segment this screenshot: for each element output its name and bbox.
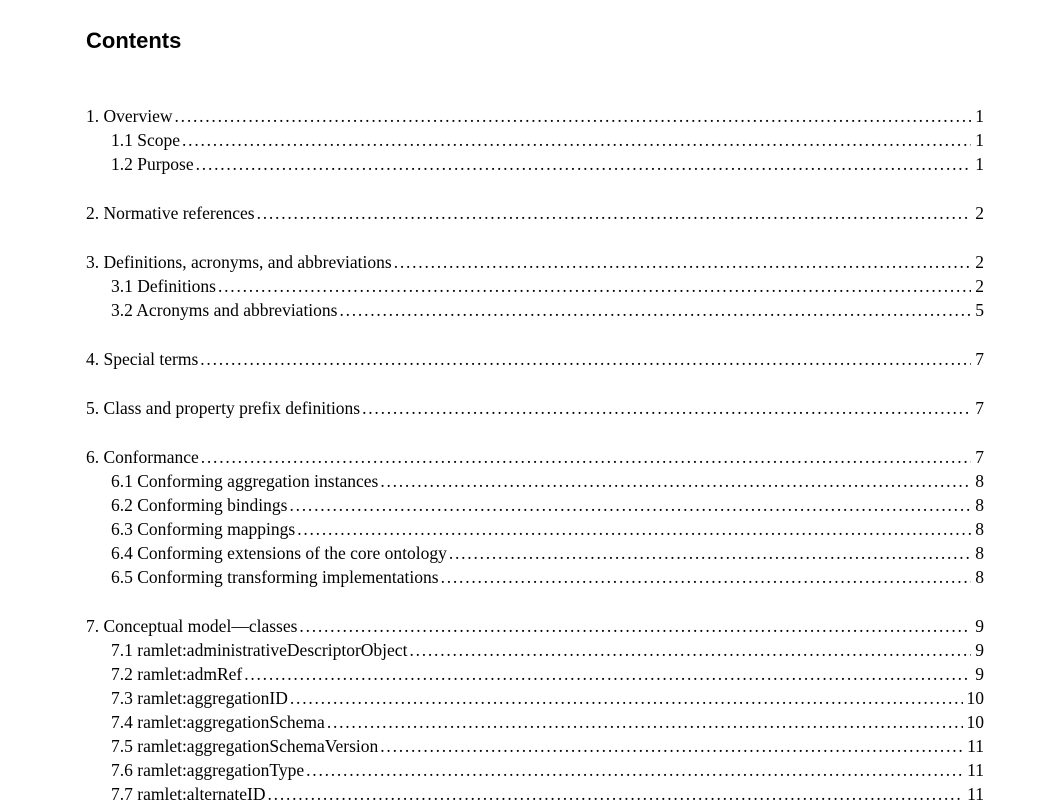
toc-dot-leader	[380, 736, 963, 757]
toc-entry-label: 7.5 ramlet:aggregationSchemaVersion	[111, 736, 379, 756]
toc-entry-purpose[interactable]	[86, 154, 984, 178]
toc-page-number: 2	[975, 252, 984, 272]
toc-entry-label: 6.2 Conforming bindings	[111, 495, 288, 515]
toc-entry-label: 7.4 ramlet:aggregationSchema	[111, 712, 325, 732]
toc-dot-leader	[380, 471, 971, 492]
toc-entry-label: 7.1 ramlet:administrativeDescriptorObject	[111, 640, 408, 660]
toc-entry-special-terms[interactable]	[86, 349, 984, 373]
toc-dot-leader	[339, 300, 971, 321]
toc-page-number: 11	[967, 736, 984, 756]
toc-dot-leader	[289, 495, 971, 516]
toc-entry-label: 7. Conceptual model—classes	[86, 616, 298, 636]
toc-entry-label: 4. Special terms	[86, 349, 199, 369]
toc-entry-label: 7.6 ramlet:aggregationType	[111, 760, 305, 780]
toc-entry-label: 7.3 ramlet:aggregationID	[111, 688, 288, 708]
toc-page-number: 2	[975, 203, 984, 223]
toc-dot-leader	[175, 106, 972, 127]
toc-page-number: 5	[975, 300, 984, 320]
toc-entry-label: 6. Conformance	[86, 447, 199, 467]
toc-page-number: 8	[975, 543, 984, 563]
toc-entry-label: 3.2 Acronyms and abbreviations	[111, 300, 338, 320]
toc-page-number: 11	[967, 760, 984, 780]
toc-entry-scope[interactable]	[86, 130, 984, 154]
table-of-contents	[86, 106, 984, 808]
toc-entry-acronyms[interactable]	[86, 300, 984, 324]
toc-dot-leader	[441, 567, 972, 588]
toc-entry-label: 1.2 Purpose	[111, 154, 194, 174]
toc-dot-leader	[257, 203, 972, 224]
page-title: Contents	[86, 28, 182, 53]
toc-dot-leader	[306, 760, 963, 781]
toc-entry-alternate-id[interactable]	[86, 784, 984, 808]
toc-entry-prefix-definitions[interactable]	[86, 398, 984, 422]
toc-page-number: 2	[975, 276, 984, 296]
toc-entry-label: 6.1 Conforming aggregation instances	[111, 471, 379, 491]
toc-page-number: 1	[975, 154, 984, 174]
toc-dot-leader	[218, 276, 971, 297]
toc-entry-administrative-descriptor-object[interactable]	[86, 640, 984, 664]
toc-entry-label: 3. Definitions, acronyms, and abbreviations	[86, 252, 392, 272]
toc-page-number: 8	[975, 495, 984, 515]
toc-page-number: 11	[967, 784, 984, 804]
toc-page-number: 1	[975, 106, 984, 126]
toc-dot-leader	[201, 447, 972, 468]
toc-entry-aggregation-schema-version[interactable]	[86, 736, 984, 760]
toc-entry-aggregation-type[interactable]	[86, 760, 984, 784]
toc-entry-label: 3.1 Definitions	[111, 276, 216, 296]
toc-entry-label: 6.4 Conforming extensions of the core ontology	[111, 543, 447, 563]
toc-dot-leader	[196, 154, 972, 175]
toc-entry-label: 1.1 Scope	[111, 130, 181, 150]
toc-dot-leader	[299, 616, 971, 637]
toc-page-number: 7	[975, 349, 984, 369]
toc-dot-leader	[268, 784, 964, 805]
toc-page-number: 10	[966, 688, 984, 708]
toc-entry-aggregation-schema[interactable]	[86, 712, 984, 736]
toc-entry-conformance[interactable]	[86, 447, 984, 471]
toc-entry-label: 2. Normative references	[86, 203, 255, 223]
toc-entry-label: 6.3 Conforming mappings	[111, 519, 296, 539]
toc-entry-conforming-aggregation-instances[interactable]	[86, 471, 984, 495]
toc-dot-leader	[449, 543, 971, 564]
toc-entry-adm-ref[interactable]	[86, 664, 984, 688]
toc-page-number: 10	[966, 712, 984, 732]
toc-entry-label: 7.7 ramlet:alternateID	[111, 784, 266, 804]
toc-entry-definitions[interactable]	[86, 276, 984, 300]
toc-dot-leader	[362, 398, 971, 419]
toc-entry-label: 5. Class and property prefix definitions	[86, 398, 361, 418]
toc-dot-leader	[394, 252, 972, 273]
toc-entry-aggregation-id[interactable]	[86, 688, 984, 712]
toc-dot-leader	[327, 712, 963, 733]
toc-page-number: 8	[975, 567, 984, 587]
toc-entry-definitions-acronyms[interactable]	[86, 252, 984, 276]
toc-entry-normative-references[interactable]	[86, 203, 984, 227]
toc-entry-conforming-extensions[interactable]	[86, 543, 984, 567]
toc-entry-conforming-bindings[interactable]	[86, 495, 984, 519]
toc-page-number: 8	[975, 471, 984, 491]
toc-dot-leader	[409, 640, 971, 661]
toc-dot-leader	[297, 519, 971, 540]
toc-page-number: 7	[975, 398, 984, 418]
toc-page-number: 1	[975, 130, 984, 150]
toc-entry-conceptual-model-classes[interactable]	[86, 616, 984, 640]
toc-page-number: 7	[975, 447, 984, 467]
toc-page-number: 9	[975, 616, 984, 636]
toc-dot-leader	[290, 688, 963, 709]
toc-page-number: 8	[975, 519, 984, 539]
toc-entry-conforming-mappings[interactable]	[86, 519, 984, 543]
toc-page-number: 9	[975, 640, 984, 660]
toc-entry-label: 6.5 Conforming transforming implementations	[111, 567, 439, 587]
toc-dot-leader	[200, 349, 971, 370]
toc-entry-label: 7.2 ramlet:admRef	[111, 664, 243, 684]
toc-entry-conforming-transforming-implementations[interactable]	[86, 567, 984, 591]
toc-dot-leader	[182, 130, 971, 151]
toc-entry-label: 1. Overview	[86, 106, 173, 126]
toc-page-number: 9	[975, 664, 984, 684]
toc-dot-leader	[244, 664, 971, 685]
toc-entry-overview[interactable]	[86, 106, 984, 130]
